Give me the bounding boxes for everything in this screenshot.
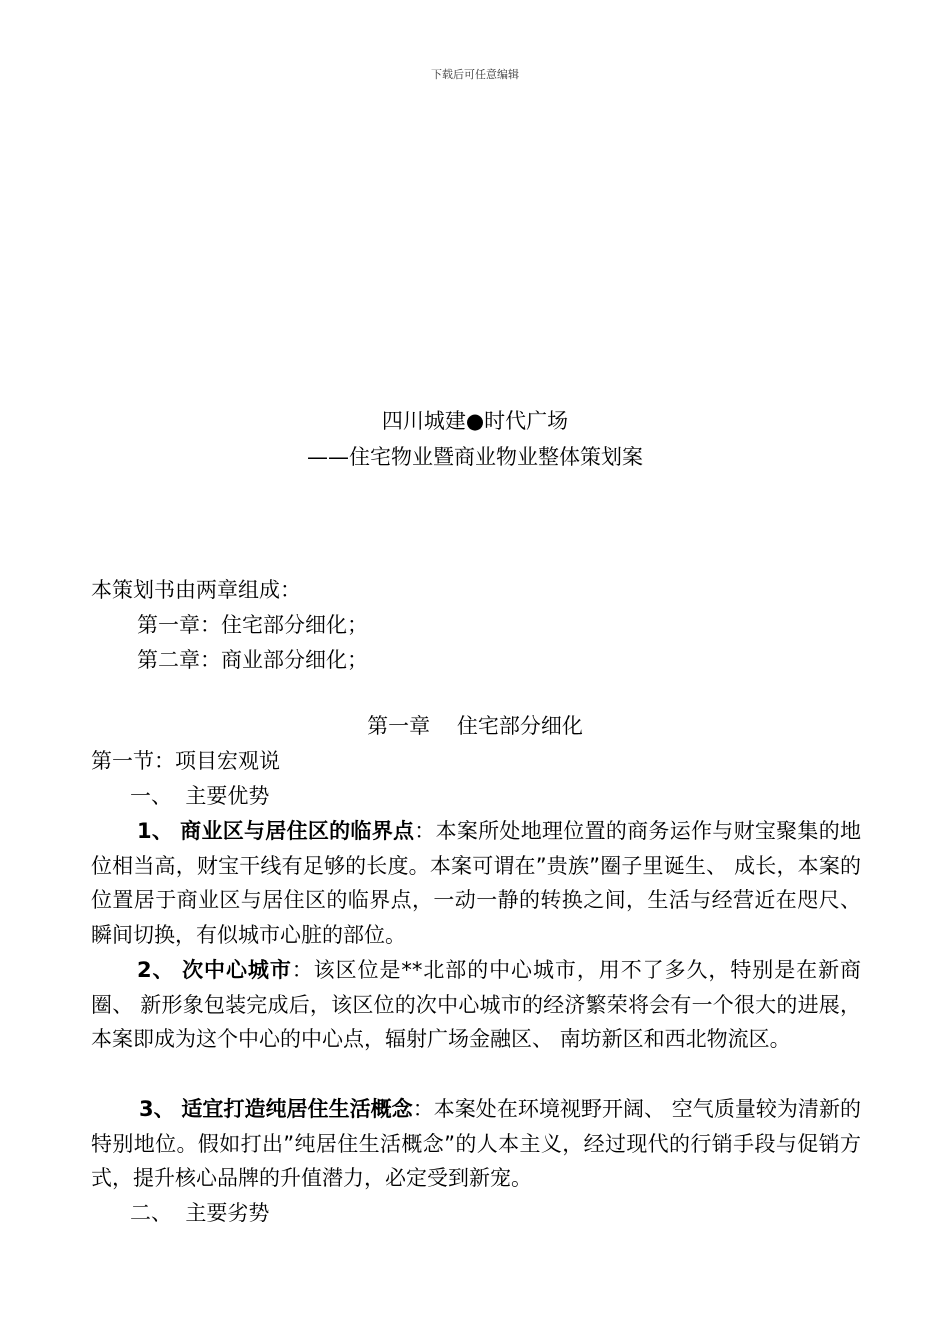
- intro-lead: 本策划书由两章组成：: [91, 578, 301, 602]
- point-1-text: ：本案所处地理位置的商务运作与财宝聚集的地位相当高，财宝干线有足够的长度。本案可谓在”贵族”圈子里诞生、 成长，本案的位置居于商业区与居住区的临界点，一动一静的转换之间，生活与经营近在咫尺、 瞬间切换，有似城市心脏的部位。: [91, 819, 861, 947]
- point-2-text: ：该区位是**北部的中心城市，用不了多久，特别是在新商圈、 新形象包装完成后，该区位的次中心城市的经济繁荣将会有一个很大的进展，本案即成为这个中心的中心点，辐射广场金融区、 南坊新区和西北物流区。: [91, 958, 861, 1051]
- paragraph-point-1: [91, 814, 861, 952]
- chapter-title: 住宅部分细化: [456, 714, 583, 738]
- document-title: 四川城建●时代广场: [381, 409, 569, 433]
- subsection-heading-advantages: 一、 主要优势: [130, 784, 270, 808]
- paragraph-point-2: [91, 953, 861, 1057]
- point-3-label: 适宜打造纯居住生活概念: [181, 1097, 413, 1121]
- subsection-heading-disadvantages: 二、 主要劣势: [130, 1201, 270, 1225]
- document-subtitle: ——住宅物业暨商业物业整体策划案: [307, 445, 643, 469]
- chapter-heading: [0, 711, 950, 741]
- point-2-number: 2、: [137, 958, 175, 982]
- point-1-label: 商业区与居住区的临界点: [180, 819, 415, 843]
- point-3-number: 3、: [139, 1097, 175, 1121]
- point-2-label: 次中心城市: [182, 958, 292, 982]
- chapter-number: 第一章: [367, 714, 431, 738]
- page-header-note: 下载后可任意编辑: [431, 68, 519, 81]
- point-1-number: 1、: [137, 819, 174, 843]
- paragraph-point-3: [91, 1092, 861, 1196]
- section-heading: 第一节：项目宏观说: [91, 749, 280, 773]
- toc-chapter-1: 第一章：住宅部分细化；: [137, 613, 368, 637]
- point-3-text: ：本案处在环境视野开阔、 空气质量较为清新的特别地位。假如打出”纯居住生活概念”的人本主义，经过现代的行销手段与促销方式，提升核心品牌的升值潜力，必定受到新宠。: [91, 1097, 861, 1190]
- toc-chapter-2: 第二章：商业部分细化；: [137, 648, 368, 672]
